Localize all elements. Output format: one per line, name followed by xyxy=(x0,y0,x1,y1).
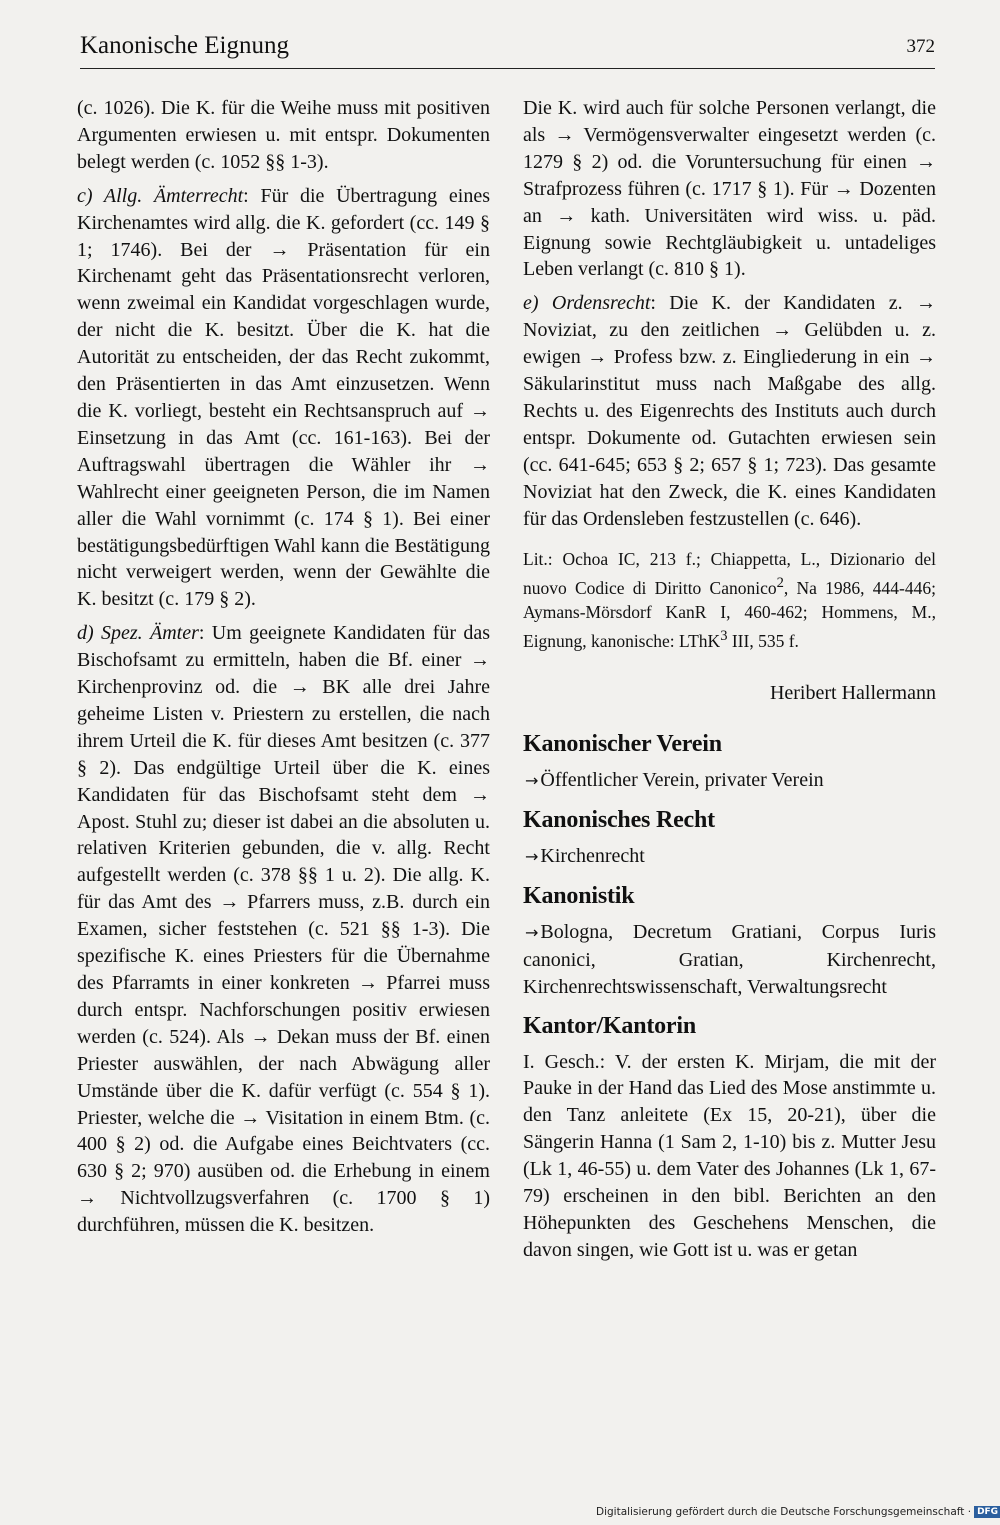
arrow-icon: → xyxy=(525,922,539,942)
dfg-logo: DFG xyxy=(974,1506,1000,1518)
paragraph-weihe: (c. 1026). Die K. für die Weihe muss mit positiven Argumenten erwiesen u. mit entspr. Dokumenten belegt werden (c. 1052 §§ 1-3). xyxy=(77,97,490,173)
entry-text: I. Gesch.: V. der ersten K. Mirjam, die mit der Pauke in der Hand das Lied des Mose anstimmte u. den Tanz anleitete (Ex 15, 20-21), über die Sängerin Hanna (1 Sam 2, 1-10) bis z. Mutter Jesu (Lk 1, 46-55) u. dem Vater des Johannes (Lk 1, 67-79) erscheinen in den bibl. Berichten an den Höhepunkten des Geschehens Menschen, die davon singen, wie Gott ist u. was er getan xyxy=(523,1050,936,1261)
paragraph-vermoegensverwalter: Die K. wird auch für solche Personen verlangt, die als → Vermögensverwalter eingesetzt werden (c. 1279 § 2) od. die Voruntersuchung für einen → Strafprozess führen (c. 1717 § 1). Für → Dozenten an → kath. Universitäten wird wiss. u. päd. Eignung sowie Rechtgläubigkeit u. untadeliges Leben verlangt (c. 810 § 1). xyxy=(523,97,936,281)
page-header xyxy=(80,30,935,70)
left-column xyxy=(77,95,490,1239)
entry-kantor xyxy=(523,1011,936,1264)
paragraph-text: : Um geeignete Kandidaten für das Bischofsamt zu ermitteln, haben die Bf. einer → Kirchenprovinz od. die → BK alle drei Jahre geheime Listen v. Priestern zu erstellen, die nach ihrem Urteil die K. für dieses Amt besitzen (c. 377 § 2). Das endgültige Urteil über die K. eines Kandidaten für das Bischofsamt steht dem → Apost. Stuhl zu; dieser ist dabei an die absoluten u. relativen Kriterien gebunden, die v. allg. Recht aufgestellt werden (c. 378 §§ 1 u. 2). Die allg. K. für das Amt des → Pfarrers muss, z.B. durch ein Examen, sicher feststehen (c. 521 §§ 1-3). Die spezifische K. eines Priesters für die Übernahme des Pfarramts in einer konkreten → Pfarrei muss durch entspr. Nachforschungen positiv erwiesen werden (c. 524). Als → Dekan muss der Bf. einen Priester auswählen, der nach Abwägung aller Umstände über die K. dafür verfügt (c. 554 § 1). Priester, welche die → Visitation in einem Btm. (c. 400 § 2) od. die Aufgabe eines Beichtvaters (cc. 630 § 2; 970) ausüben od. die Erhebung in einem → Nichtvollzugsverfahren (c. 1700 § 1) durchführen, müssen die K. besitzen. xyxy=(77,622,490,1237)
literature-references xyxy=(523,547,936,653)
right-column xyxy=(523,95,936,1264)
superscript: 2 xyxy=(776,574,784,591)
header-rule xyxy=(80,68,935,69)
cross-reference-text: Öffentlicher Verein, privater Verein xyxy=(540,768,824,791)
arrow-icon: → xyxy=(525,846,539,866)
author-name: Heribert Hallermann xyxy=(769,681,936,704)
entry-title: Kanonistik xyxy=(523,882,635,909)
cross-reference-text: Bologna, Decretum Gratiani, Corpus Iuris canonici, Gratian, Kirchenrecht, Kirchenrechtswissenschaft, Verwaltungsrecht xyxy=(523,920,936,998)
page-number: 372 xyxy=(906,36,935,57)
arrow-icon: → xyxy=(525,770,539,790)
cross-reference-text: Kirchenrecht xyxy=(540,844,645,867)
footer-text: Digitalisierung gefördert durch die Deutsche Forschungsgemeinschaft · xyxy=(596,1506,972,1518)
entry-title: Kantor/Kantorin xyxy=(523,1012,697,1039)
literature-text: III, 535 f. xyxy=(727,630,799,651)
paragraph-spez-aemter xyxy=(77,620,490,1239)
literature-text: , Na 1986, 444-446; Aymans-Mörsdorf KanR I, 460-462; Hommens, M., Eignung, kanonische: LThK xyxy=(523,577,936,651)
paragraph-aemterrecht xyxy=(77,183,490,614)
paragraph-text: : Für die Übertragung eines Kirchenamtes wird allg. die K. gefordert (cc. 149 § 1; 1746). Bei der → Präsentation für ein Kirchenamt geht das Präsentationsrecht verloren, wenn zweimal ein Kandidat vorgeschlagen wurde, der nicht die K. besitzt. Über die K. hat die Autorität zu entscheiden, der das Recht zukommt, den Präsentierten in das Amt einzusetzen. Wenn die K. vorliegt, besteht ein Rechtsanspruch auf → Einsetzung in das Amt (cc. 161-163). Bei der Auftragswahl übertragen die Wähler ihr → Wahlrecht einer geeigneten Person, die im Namen aller die Wahl vornimmt (c. 174 § 1). Bei einer bestätigungsbedürftigen Wahl kann die Bestätigung nicht verweigert werden, wenn der Gewählte die K. besitzt (c. 179 § 2). xyxy=(77,184,490,611)
footer xyxy=(596,1506,999,1518)
cross-reference xyxy=(523,919,936,1001)
entry-title: Kanonisches Recht xyxy=(523,806,715,833)
cross-reference xyxy=(523,767,936,795)
entry-title: Kanonischer Verein xyxy=(523,730,722,757)
literature-text: Lit.: Ochoa IC, 213 f.; Chiappetta, L., Dizionario del nuovo Codice di Diritto Canonico xyxy=(523,548,936,598)
paragraph-ordensrecht xyxy=(523,290,936,532)
cross-reference xyxy=(523,843,936,871)
superscript: 3 xyxy=(720,627,728,644)
section-label: e) Ordensrecht xyxy=(523,292,651,315)
section-label: d) Spez. Ämter xyxy=(77,622,199,645)
entry-kanonisches-recht xyxy=(523,805,936,871)
paragraph-text: : Die K. der Kandidaten z. → Noviziat, zu den zeitlichen → Gelübden u. z. ewigen → Profess bzw. z. Eingliederung in ein → Säkularinstitut muss nach Maßgabe des allg. Rechts u. des Eigenrechts des Instituts auch durch entspr. Dokumente od. Gutachten erwiesen sein (cc. 641-645; 653 § 2; 657 § 1; 723). Das gesamte Noviziat hat den Zweck, die K. eines Kandidaten für das Ordensleben festzustellen (c. 646). xyxy=(523,292,936,530)
entry-kanonischer-verein xyxy=(523,729,936,795)
section-label: c) Allg. Ämterrecht xyxy=(77,184,244,207)
running-title: Kanonische Eignung xyxy=(80,32,289,59)
entry-kanonistik xyxy=(523,881,936,1001)
